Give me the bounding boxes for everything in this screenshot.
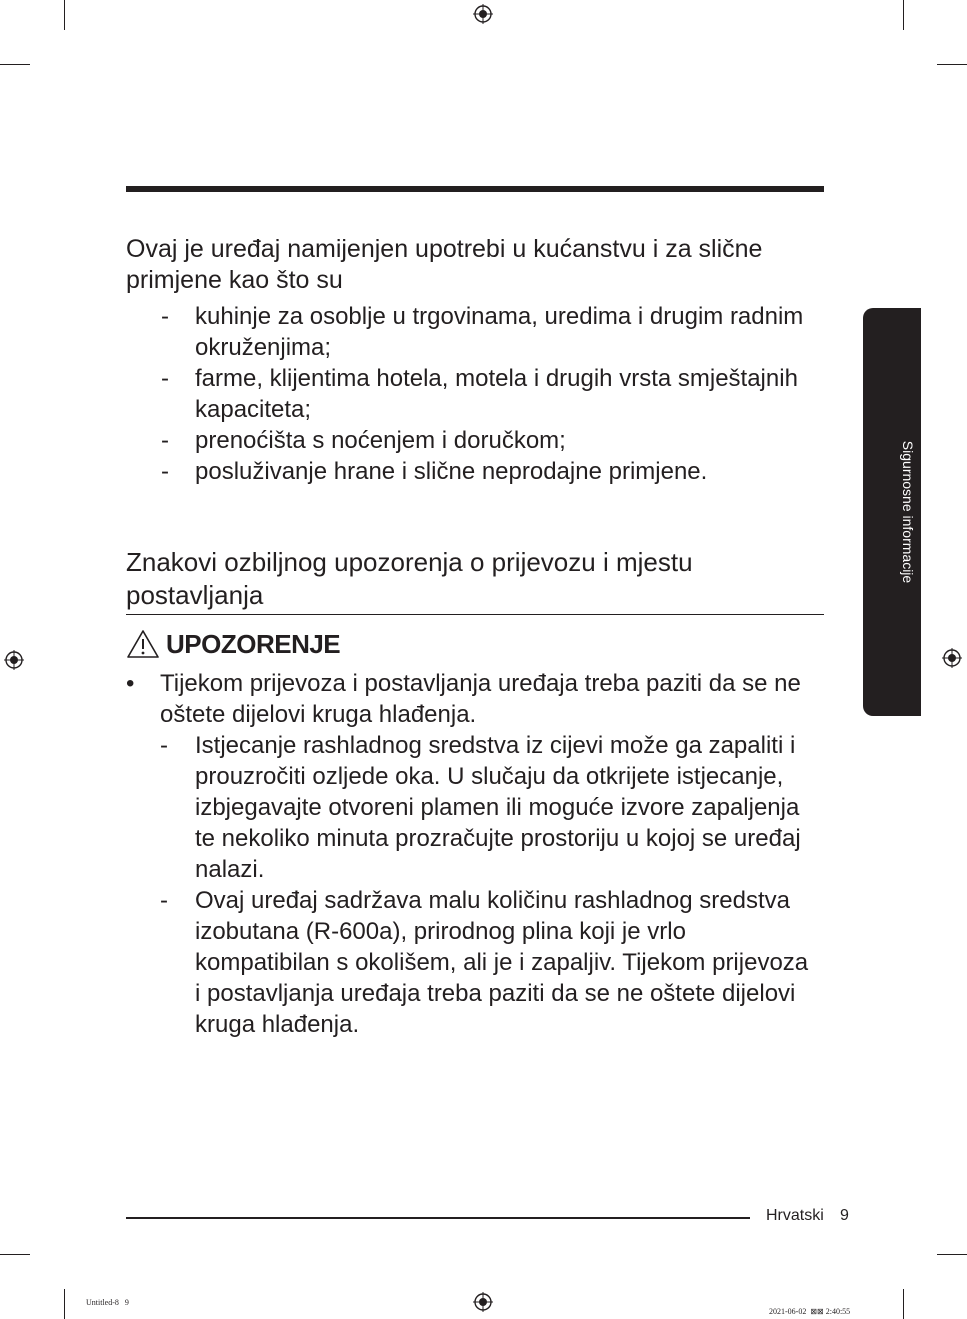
bullet-icon: • bbox=[126, 670, 135, 697]
warning-label: UPOZORENJE bbox=[166, 629, 341, 659]
list-item: - kuhinje za osoblje u trgovinama, uredima i drugim radnim okruženjima; bbox=[161, 303, 804, 361]
list-item: • Tijekom prijevoza i postavljanja uređaja treba paziti da se ne oštete dijelovi kruga hlađenja. - Istjecanje rashladnog sredstva iz cijevi može ga zapaliti i prouzročiti ozljede oka. U slučaju da otkrijete istjecanje, izbjegavajte otvoreni plamen ili moguće izvore zapaljenja te nekoliko minuta prozračujte prostoriju u kojoj se uređaj nalazi. - Ovaj uređaj sadržava malu količinu rashladnog sredstva izobutana (R-600a), prirodnog plina koji je vrlo kompatibilan s okolišem, ali je i zapaljiv. Tijekom prijevoza i postavljanja uređaja treba paziti da se ne oštete dijelovi kruga hlađenja. bbox=[126, 668, 816, 1040]
registration-mark-icon bbox=[4, 650, 24, 670]
crop-mark bbox=[0, 64, 30, 65]
crop-mark bbox=[0, 1254, 30, 1255]
footer-rule bbox=[126, 1217, 750, 1219]
warning-sublist bbox=[160, 730, 816, 1040]
side-tab-label: Sigurnosne informacije bbox=[900, 440, 916, 584]
crop-mark bbox=[937, 1254, 967, 1255]
registration-mark-icon bbox=[473, 4, 493, 24]
registration-mark-icon bbox=[942, 648, 962, 668]
slug-file: Untitled-8 9 bbox=[86, 1298, 129, 1307]
slug-date: 2021-06-02 ⊠⊠ 2:40:55 bbox=[769, 1307, 851, 1316]
warning-header bbox=[126, 628, 340, 660]
list-item: - Istjecanje rashladnog sredstva iz cijevi može ga zapaliti i prouzročiti ozljede oka. U slučaju da otkrijete istjecanje, izbjegavajte otvoreni plamen ili moguće izvore zapaljenja te nekoliko minuta prozračujte prostoriju u kojoj se uređaj nalazi. bbox=[160, 732, 801, 883]
crop-mark bbox=[64, 1289, 65, 1319]
list-item: - prenoćišta s noćenjem i doručkom; bbox=[161, 427, 566, 454]
intro-list bbox=[126, 301, 816, 487]
section-rule bbox=[126, 614, 824, 615]
crop-mark bbox=[903, 0, 904, 30]
section-title: Znakovi ozbiljnog upozorenja o prijevozu i mjestu postavljanja bbox=[126, 547, 693, 610]
list-item: - Ovaj uređaj sadržava malu količinu rashladnog sredstva izobutana (R-600a), prirodnog plina koji je vrlo kompatibilan s okolišem, ali je i zapaljiv. Tijekom prijevoza i postavljanja uređaja treba paziti da se ne oštete dijelovi kruga hlađenja. bbox=[160, 887, 809, 1038]
side-tab bbox=[863, 308, 921, 716]
warning-triangle-icon bbox=[126, 629, 160, 659]
registration-mark-icon bbox=[473, 1292, 493, 1312]
list-item: - farme, klijentima hotela, motela i drugih vrsta smještajnih kapaciteta; bbox=[161, 365, 798, 423]
crop-mark bbox=[903, 1289, 904, 1319]
page-number: 9 bbox=[840, 1207, 849, 1224]
footer-language: Hrvatski bbox=[766, 1207, 824, 1224]
top-rule bbox=[126, 186, 824, 192]
warning-list bbox=[126, 668, 816, 1040]
crop-mark bbox=[64, 0, 65, 30]
intro-block bbox=[126, 234, 816, 487]
list-item: - posluživanje hrane i slične neprodajne primjene. bbox=[161, 458, 708, 485]
intro-text: Ovaj je uređaj namijenjen upotrebi u kućanstvu i za slične primjene kao što su bbox=[126, 235, 763, 294]
crop-mark bbox=[937, 64, 967, 65]
